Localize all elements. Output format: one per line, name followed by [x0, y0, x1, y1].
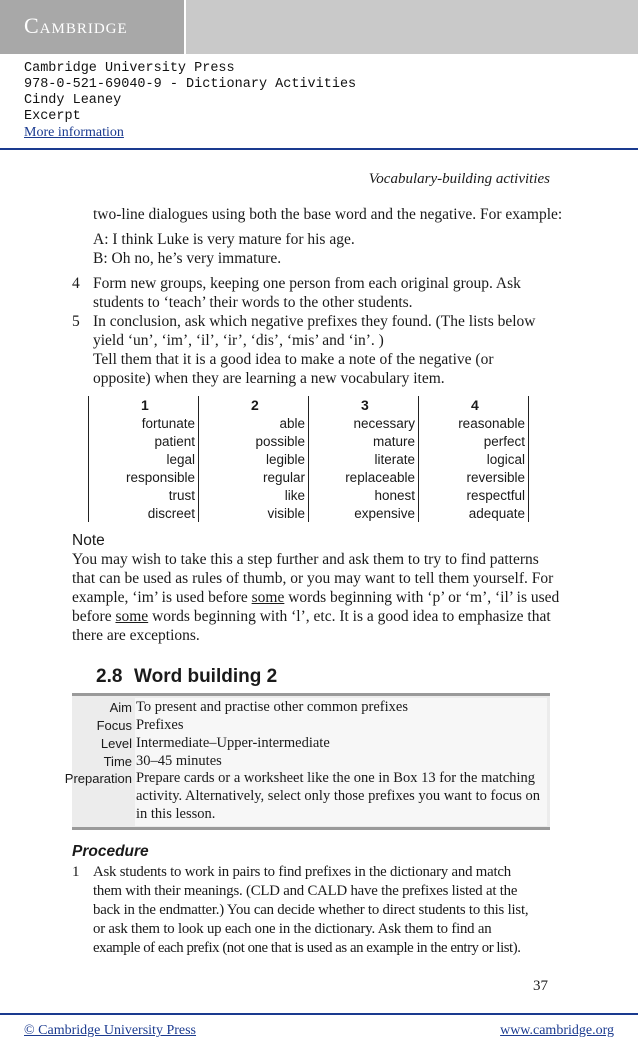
time-label: Time — [103, 754, 132, 769]
preparation-value: in this lesson. — [136, 806, 216, 822]
footer-rule — [0, 1013, 638, 1015]
table-cell: reasonable — [419, 414, 529, 432]
doc-type: Excerpt — [24, 109, 81, 124]
focus-value: Prefixes — [136, 717, 184, 733]
procedure-line: example of each prefix (not one that is used as an example in the entry or list). — [93, 940, 521, 956]
publisher: Cambridge University Press — [24, 61, 235, 76]
brand-divider — [184, 0, 186, 54]
column-header: 4 — [419, 396, 529, 414]
table-cell: like — [199, 486, 309, 504]
table-cell: respectful — [419, 486, 529, 504]
preparation-value: activity. Alternatively, select only those prefixes you want to focus on — [136, 788, 541, 804]
table-cell: trust — [89, 486, 199, 504]
section-title-text: Word building 2 — [134, 666, 278, 687]
table-cell: legible — [199, 450, 309, 468]
procedure-line: back in the endmatter.) You can decide whether to direct students to this list, — [93, 902, 529, 918]
table-cell: regular — [199, 468, 309, 486]
column-header: 1 — [89, 396, 199, 414]
header-rule — [0, 148, 638, 150]
procedure-line: or ask them to look up each one in the dictionary. Ask them to find an — [93, 921, 492, 937]
brand-logo: Cambridge — [24, 13, 128, 38]
isbn-title: 978-0-521-69040-9 - Dictionary Activities — [24, 77, 357, 92]
table-cell: fortunate — [89, 414, 199, 432]
table-row — [89, 486, 529, 504]
table-cell: expensive — [309, 504, 419, 522]
intro-line: two-line dialogues using both the base word and the negative. For example: — [93, 206, 563, 223]
author: Cindy Leaney — [24, 93, 122, 108]
copyright-link[interactable]: © Cambridge University Press — [24, 1023, 197, 1038]
running-head: Vocabulary-building activities — [368, 171, 550, 187]
step-line: opposite) when they are learning a new vocabulary item. — [93, 370, 445, 387]
note-line: that can be used as rules of thumb, or you may want to tell them yourself. For — [72, 570, 554, 587]
level-label: Level — [100, 736, 132, 751]
table-row — [89, 504, 529, 522]
table-cell: perfect — [419, 432, 529, 450]
note-line: there are exceptions. — [72, 627, 200, 644]
step-number: 5 — [72, 313, 80, 330]
aim-value: To present and practise other common prefixes — [136, 699, 408, 715]
time-value: 30–45 minutes — [136, 753, 222, 769]
aim-label: Aim — [109, 700, 132, 715]
column-header: 3 — [309, 396, 419, 414]
procedure-line: Ask students to work in pairs to find prefixes in the dictionary and match — [93, 864, 511, 880]
section-title — [96, 666, 277, 688]
note-line: You may wish to take this a step further and ask them to try to find patterns — [72, 551, 539, 568]
table-cell: literate — [309, 450, 419, 468]
website-link[interactable]: www.cambridge.org — [500, 1023, 614, 1038]
table-cell: adequate — [419, 504, 529, 522]
table-cell: logical — [419, 450, 529, 468]
step-line: yield ‘un’, ‘im’, ‘il’, ‘ir’, ‘dis’, ‘mis’ and ‘in’. ) — [93, 332, 384, 349]
table-cell: patient — [89, 432, 199, 450]
step-line: students to ‘teach’ their words to the other students. — [93, 294, 413, 311]
table-header-row — [89, 396, 529, 414]
note-heading: Note — [72, 532, 105, 549]
dialogue-a: A: I think Luke is very mature for his age. — [93, 231, 355, 248]
table-row — [89, 414, 529, 432]
preparation-label: Preparation — [64, 771, 132, 786]
note-line: before some words beginning with ‘l’, etc. It is a good idea to emphasize that — [72, 608, 551, 625]
dialogue-b: B: Oh no, he’s very immature. — [93, 250, 282, 267]
table-cell: legal — [89, 450, 199, 468]
step-number: 4 — [72, 275, 80, 292]
step-line: Tell them that it is a good idea to make a note of the negative (or — [93, 351, 494, 368]
level-value: Intermediate–Upper-intermediate — [136, 735, 330, 751]
procedure-step-number: 1 — [72, 864, 80, 880]
step-line: Form new groups, keeping one person from each original group. Ask — [93, 275, 521, 292]
column-header: 2 — [199, 396, 309, 414]
table-row — [89, 468, 529, 486]
table-row — [89, 432, 529, 450]
table-cell: honest — [309, 486, 419, 504]
table-cell: mature — [309, 432, 419, 450]
more-information-link[interactable]: More information — [24, 125, 124, 140]
section-number: 2.8 — [96, 666, 123, 687]
table-cell: responsible — [89, 468, 199, 486]
table-cell: replaceable — [309, 468, 419, 486]
table-cell: discreet — [89, 504, 199, 522]
table-cell: visible — [199, 504, 309, 522]
procedure-heading: Procedure — [72, 843, 149, 860]
table-row — [89, 450, 529, 468]
focus-label: Focus — [96, 718, 132, 733]
page-number: 37 — [533, 978, 548, 994]
note-body — [72, 550, 560, 645]
preparation-value: Prepare cards or a worksheet like the one in Box 13 for the matching — [136, 770, 536, 786]
table-cell: able — [199, 414, 309, 432]
table-cell: possible — [199, 432, 309, 450]
table-cell: reversible — [419, 468, 529, 486]
note-line: example, ‘im’ is used before some words beginning with ‘p’ or ‘m’, ‘il’ is used — [72, 589, 560, 606]
step-line: In conclusion, ask which negative prefixes they found. (The lists below — [93, 313, 536, 330]
table-cell: necessary — [309, 414, 419, 432]
book-meta — [24, 61, 356, 125]
prefix-word-table — [88, 396, 529, 522]
procedure-line: them with their meanings. (CLD and CALD have the prefixes listed at the — [93, 883, 518, 899]
